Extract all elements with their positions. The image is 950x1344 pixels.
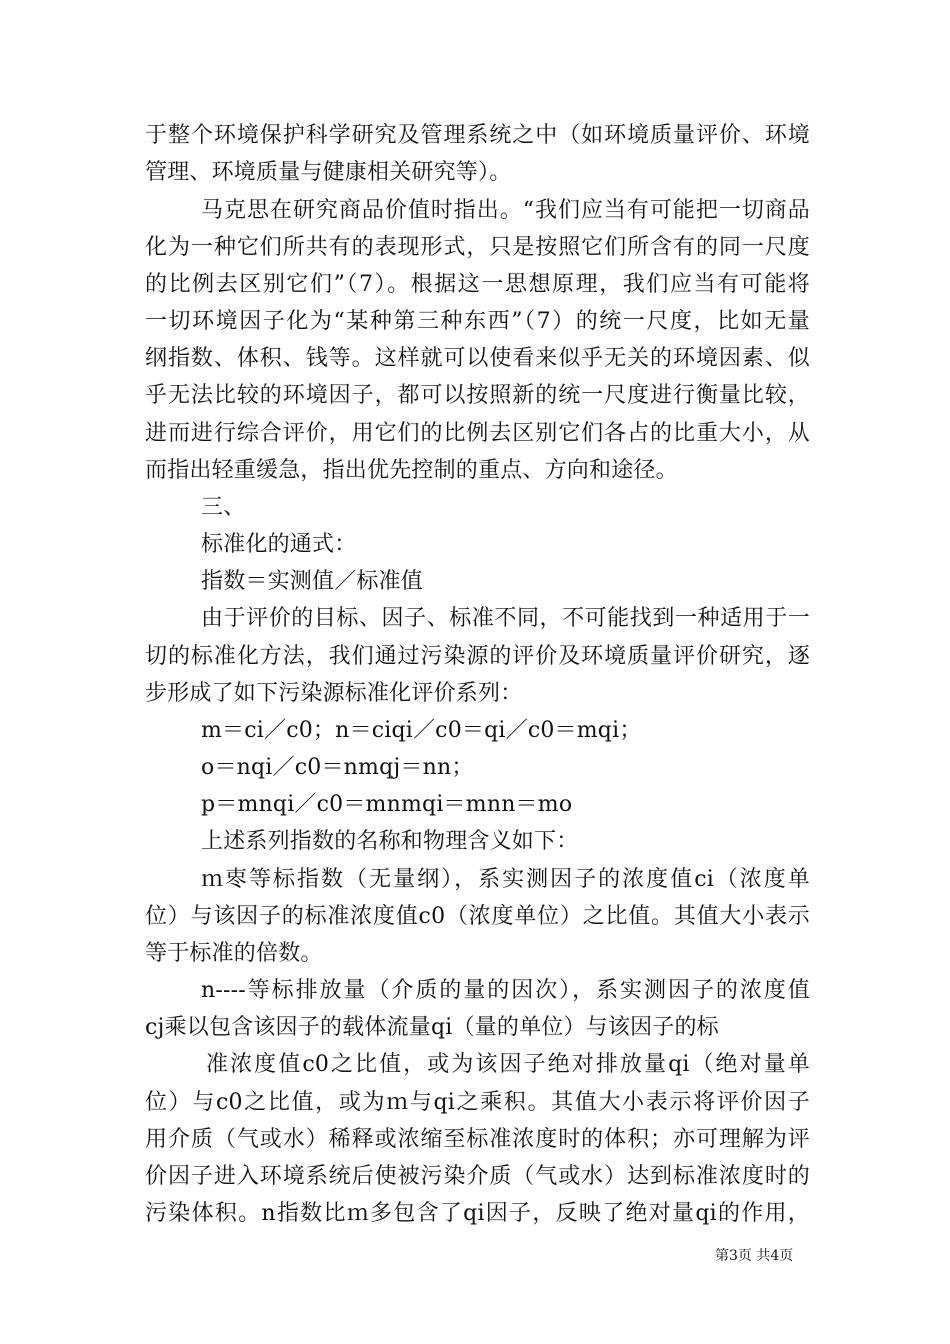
text-line: 上述系列指数的名称和物理含义如下： bbox=[201, 829, 579, 854]
formula-line: p＝mnqi／c0＝mnmqi＝mnn＝mo bbox=[201, 792, 573, 817]
formula-line: o＝nqi／c0＝nmqj＝nn； bbox=[201, 755, 474, 780]
text-line: 切的标准化方法，我们通过污染源的评价及环境质量评价研究，逐 bbox=[145, 644, 810, 669]
text-line: n----等标排放量（介质的量的因次），系实测因子的浓度值 bbox=[201, 978, 810, 1003]
formula-line: 指数＝实测值／标准值 bbox=[201, 569, 424, 594]
text-line: 位）与c0之比值，或为ｍ与qi之乘积。其值大小表示将评价因子 bbox=[145, 1090, 810, 1115]
text-line: 化为一种它们所共有的表现形式，只是按照它们所含有的同一尺度 bbox=[145, 235, 810, 260]
text-line: 污染体积。n指数比ｍ多包含了qi因子，反映了绝对量qi的作用， bbox=[145, 1201, 810, 1226]
text-line: cj乘以包含该因子的载体流量qi（量的单位）与该因子的标 bbox=[145, 1015, 719, 1040]
text-line: 等于标准的倍数。 bbox=[145, 941, 323, 966]
text-line: 纲指数、体积、钱等。这样就可以使看来似乎无关的环境因素、似 bbox=[145, 346, 810, 371]
page-number: 第3页 共4页 bbox=[715, 1248, 794, 1264]
text-line: 一切环境因子化为“某种第三种东西”（7）的统一尺度，比如无量 bbox=[145, 309, 810, 334]
text-line: 位）与该因子的标准浓度值c0（浓度单位）之比值。其值大小表示 bbox=[145, 904, 810, 929]
text-line: 用介质（气或水）稀释或浓缩至标准浓度时的体积；亦可理解为评 bbox=[145, 1127, 810, 1152]
text-line: 而指出轻重缓急，指出优先控制的重点、方向和途径。 bbox=[145, 458, 678, 483]
text-line: 准浓度值c0之比值，或为该因子绝对排放量qi（绝对量单 bbox=[206, 1052, 810, 1077]
text-line: 于整个环境保护科学研究及管理系统之中（如环境质量评价、环境 bbox=[145, 123, 810, 148]
formula-line: m＝ci／c0；n＝ciqi／c0＝qi／c0＝mqi； bbox=[201, 718, 642, 743]
text-line: 步形成了如下污染源标准化评价系列： bbox=[145, 681, 523, 706]
text-line: 进而进行综合评价，用它们的比例去区别它们各占的比重大小，从 bbox=[145, 421, 810, 446]
text-line: 价因子进入环境系统后使被污染介质（气或水）达到标准浓度时的 bbox=[145, 1164, 810, 1189]
text-line: 的比例去区别它们”（7）。根据这一思想原理，我们应当有可能将 bbox=[145, 272, 810, 297]
text-line: 管理、环境质量与健康相关研究等）。 bbox=[145, 160, 512, 185]
text-line: 乎无法比较的环境因子，都可以按照新的统一尺度进行衡量比较， bbox=[145, 383, 810, 408]
text-line: 马克思在研究商品价值时指出。“我们应当有可能把一切商品 bbox=[201, 198, 810, 223]
text-line: 由于评价的目标、因子、标准不同，不可能找到一种适用于一 bbox=[201, 606, 810, 631]
section-heading: 三、 bbox=[201, 495, 246, 520]
text-line: ｍ栆等标指数（无量纲），系实测因子的浓度值ci（浓度单 bbox=[201, 867, 810, 892]
text-line: 标准化的通式： bbox=[201, 532, 357, 557]
